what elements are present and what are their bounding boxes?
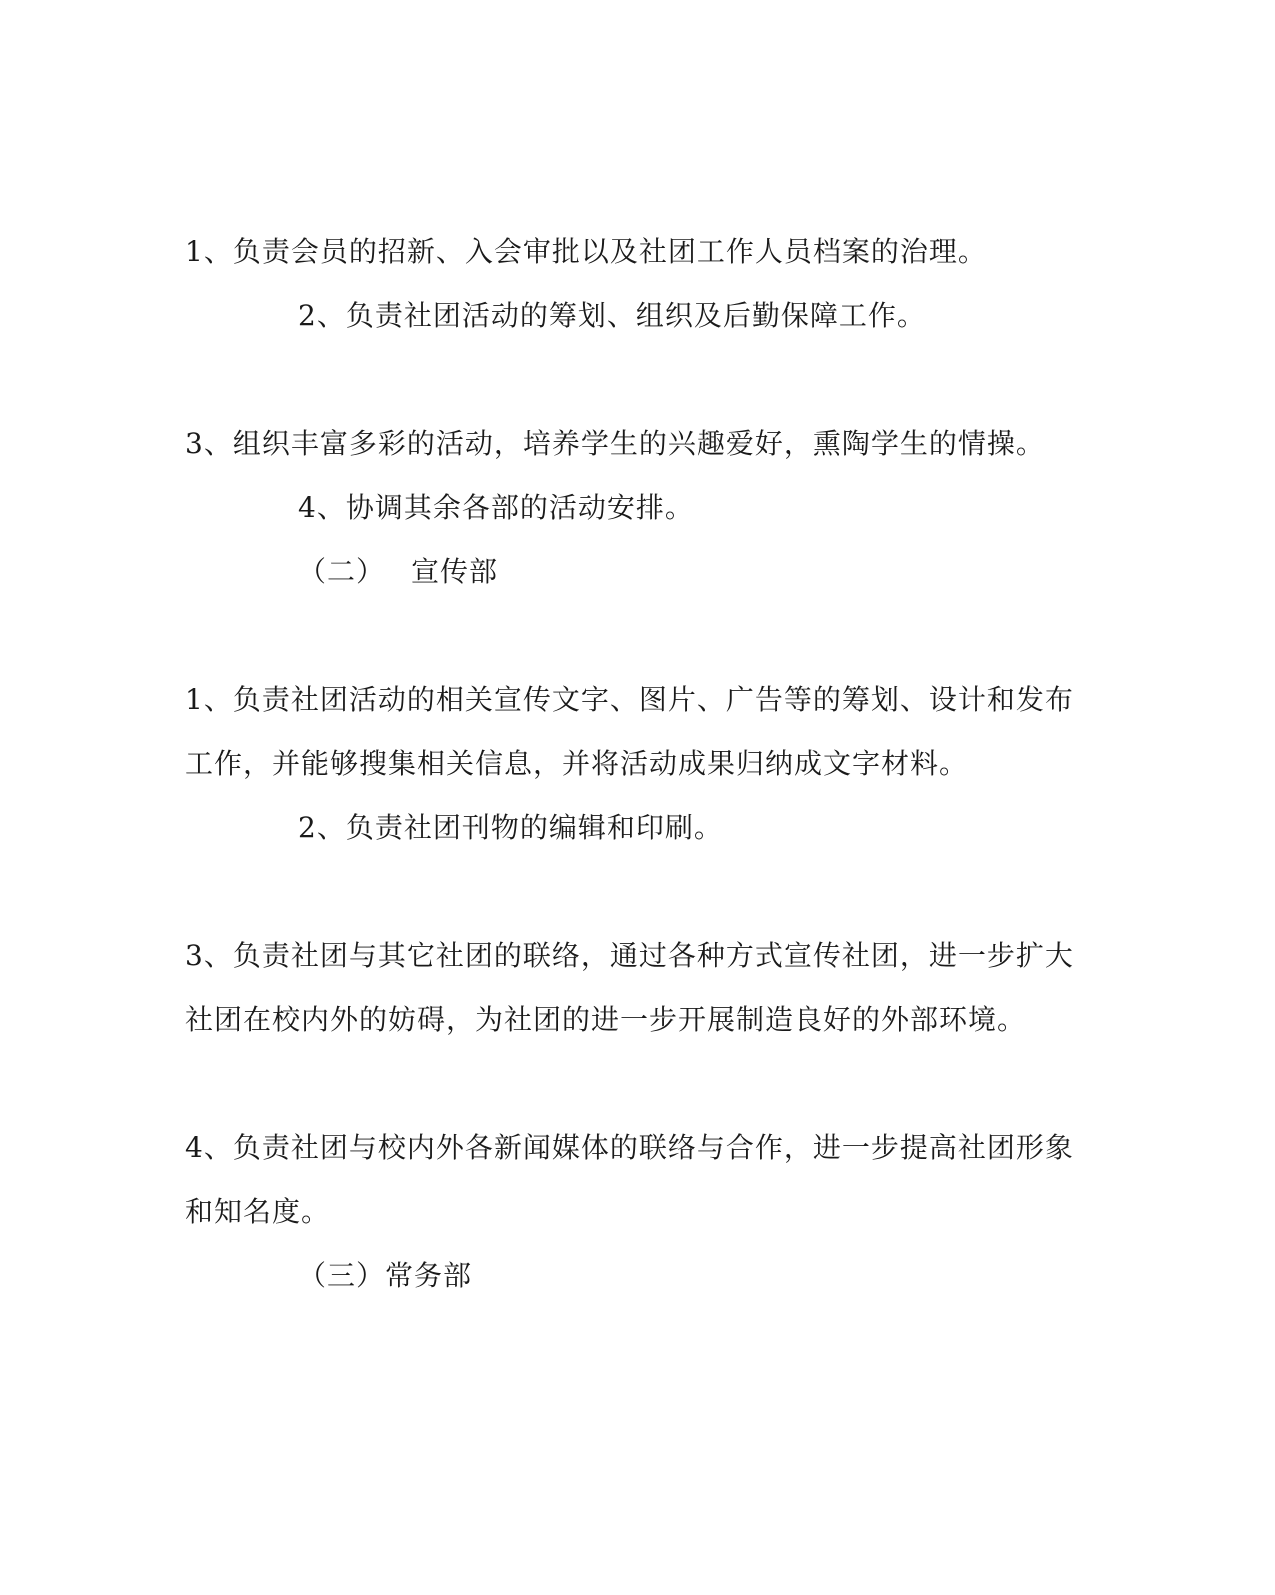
paragraph-line: 2、负责社团活动的筹划、组织及后勤保障工作。 — [298, 299, 926, 332]
section-title: 宣传部 — [411, 555, 499, 588]
paragraph-line: 1、负责社团活动的相关宣传文字、图片、广告等的筹划、设计和发布 — [185, 683, 1074, 716]
paragraph-line: 1、负责会员的招新、入会审批以及社团工作人员档案的治理。 — [185, 235, 987, 268]
paragraph-line: 社团在校内外的妨碍，为社团的进一步开展制造良好的外部环境。 — [185, 1003, 1027, 1036]
paragraph-line: 和知名度。 — [185, 1195, 331, 1228]
section-heading: （三）常务部 — [298, 1259, 473, 1292]
paragraph-line: 3、负责社团与其它社团的联络，通过各种方式宣传社团，进一步扩大 — [185, 939, 1074, 972]
section-heading — [298, 552, 498, 592]
paragraph-line: 3、组织丰富多彩的活动，培养学生的兴趣爱好，熏陶学生的情操。 — [185, 427, 1045, 460]
paragraph-line: 4、负责社团与校内外各新闻媒体的联络与合作，进一步提高社团形象 — [185, 1131, 1074, 1164]
section-number: （二） — [298, 555, 386, 588]
paragraph-line: 2、负责社团刊物的编辑和印刷。 — [298, 811, 723, 844]
paragraph-line: 4、协调其余各部的活动安排。 — [298, 491, 694, 524]
paragraph-line: 工作，并能够搜集相关信息，并将活动成果归纳成文字材料。 — [185, 747, 969, 780]
